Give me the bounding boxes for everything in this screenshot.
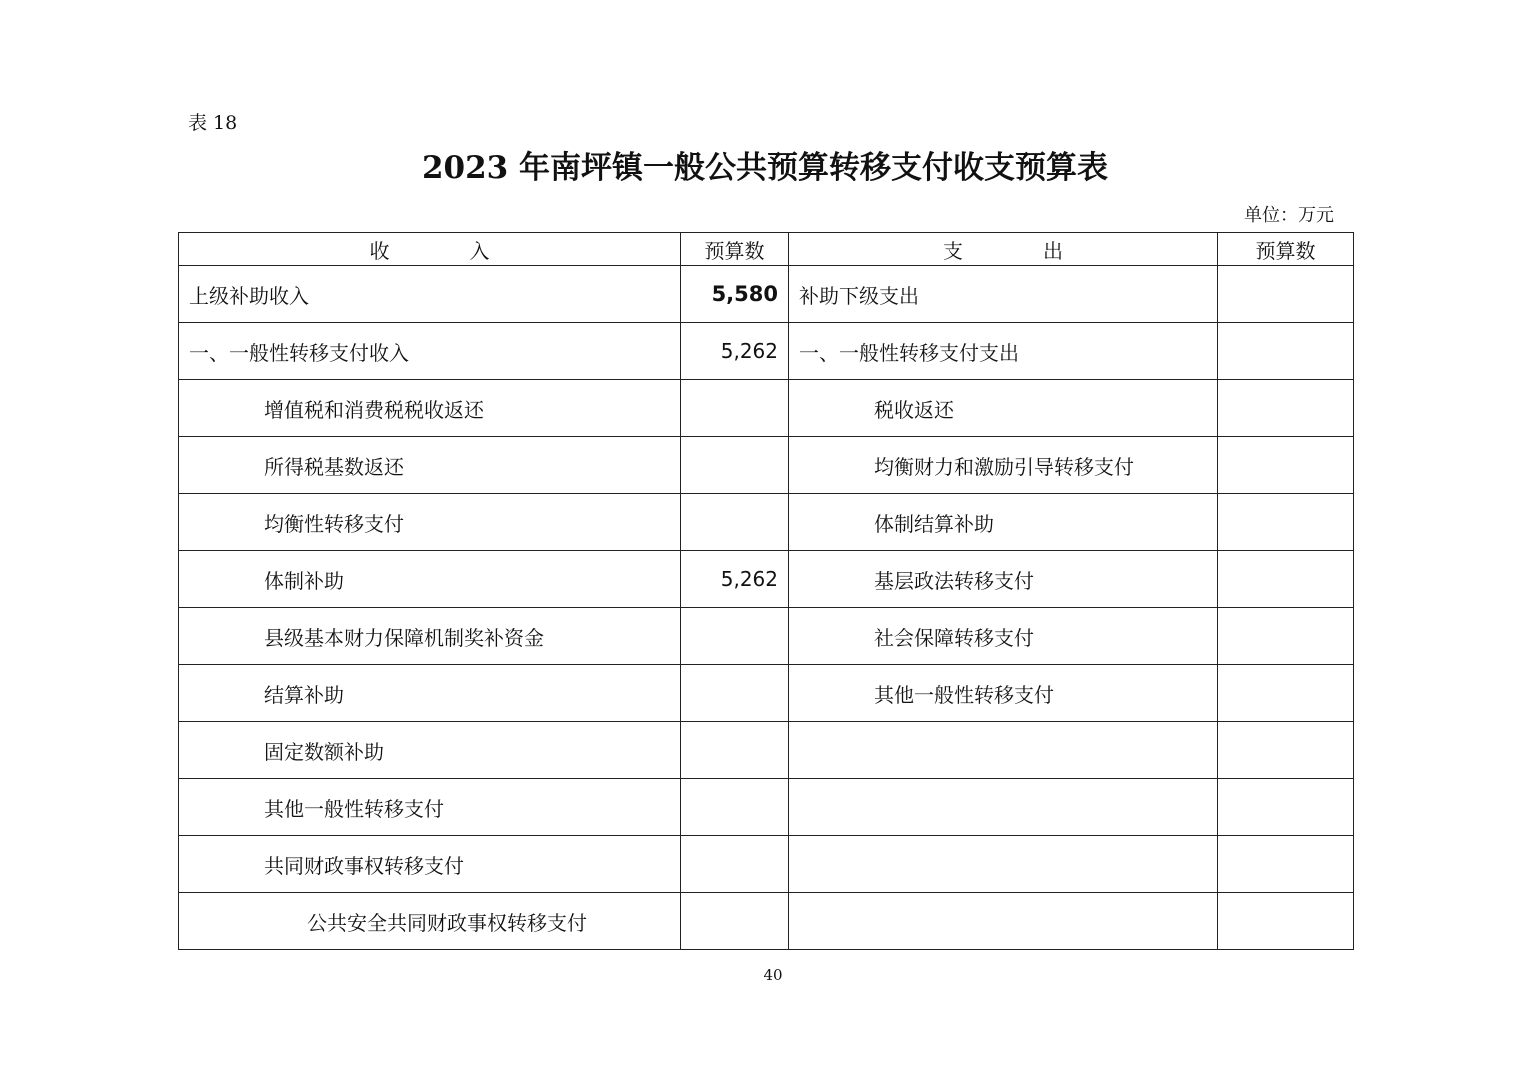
expense-item: 补助下级支出 (789, 266, 1218, 323)
expense-value (1218, 494, 1354, 551)
table-row (179, 608, 1354, 665)
income-item: 上级补助收入 (179, 266, 681, 323)
income-item: 县级基本财力保障机制奖补资金 (179, 608, 681, 665)
income-value (681, 494, 789, 551)
expense-value (1218, 779, 1354, 836)
income-item: 均衡性转移支付 (179, 494, 681, 551)
table-row (179, 437, 1354, 494)
table-row (179, 665, 1354, 722)
expense-item: 一、一般性转移支付支出 (789, 323, 1218, 380)
expense-item (789, 893, 1218, 950)
table-header-row (179, 233, 1354, 266)
table-row (179, 380, 1354, 437)
table-label: 表 18 (188, 112, 238, 134)
expense-value (1218, 836, 1354, 893)
expense-value (1218, 608, 1354, 665)
expense-item (789, 836, 1218, 893)
page-number: 40 (763, 966, 783, 984)
table-row (179, 779, 1354, 836)
income-value (681, 722, 789, 779)
budget-table (178, 232, 1354, 950)
expense-item (789, 722, 1218, 779)
expense-value (1218, 665, 1354, 722)
expense-value (1218, 722, 1354, 779)
expense-item (789, 779, 1218, 836)
income-item: 增值税和消费税税收返还 (179, 380, 681, 437)
income-item: 公共安全共同财政事权转移支付 (179, 893, 681, 950)
income-item: 共同财政事权转移支付 (179, 836, 681, 893)
income-item: 体制补助 (179, 551, 681, 608)
header-expense-b: 出 (1043, 238, 1063, 263)
header-income (179, 233, 681, 266)
income-item: 其他一般性转移支付 (179, 779, 681, 836)
table-row (179, 893, 1354, 950)
table-row (179, 551, 1354, 608)
income-value (681, 836, 789, 893)
income-value (681, 779, 789, 836)
income-value (681, 608, 789, 665)
page-title: 2023 年南坪镇一般公共预算转移支付收支预算表 (421, 150, 1109, 186)
expense-item: 体制结算补助 (789, 494, 1218, 551)
expense-value (1218, 323, 1354, 380)
header-expense-a: 支 (943, 238, 963, 263)
expense-value (1218, 893, 1354, 950)
header-income-budget: 预算数 (681, 233, 789, 266)
expense-item: 社会保障转移支付 (789, 608, 1218, 665)
income-value (681, 893, 789, 950)
table-row (179, 266, 1354, 323)
income-value (681, 380, 789, 437)
expense-value (1218, 266, 1354, 323)
income-item: 所得税基数返还 (179, 437, 681, 494)
expense-item: 基层政法转移支付 (789, 551, 1218, 608)
income-item: 一、一般性转移支付收入 (179, 323, 681, 380)
header-expense-budget: 预算数 (1218, 233, 1354, 266)
income-value (681, 437, 789, 494)
table-row (179, 722, 1354, 779)
expense-value (1218, 380, 1354, 437)
table-row (179, 323, 1354, 380)
income-item: 固定数额补助 (179, 722, 681, 779)
header-income-a: 收 (369, 238, 390, 263)
income-value: 5,580 (681, 266, 789, 323)
header-income-b: 入 (469, 238, 490, 263)
income-value (681, 665, 789, 722)
expense-item: 税收返还 (789, 380, 1218, 437)
expense-value (1218, 437, 1354, 494)
income-item: 结算补助 (179, 665, 681, 722)
expense-item: 其他一般性转移支付 (789, 665, 1218, 722)
expense-item: 均衡财力和激励引导转移支付 (789, 437, 1218, 494)
unit-label: 单位：万元 (1244, 205, 1334, 226)
income-value: 5,262 (681, 323, 789, 380)
table-row (179, 836, 1354, 893)
income-value: 5,262 (681, 551, 789, 608)
header-expense (789, 233, 1218, 266)
table-row (179, 494, 1354, 551)
expense-value (1218, 551, 1354, 608)
